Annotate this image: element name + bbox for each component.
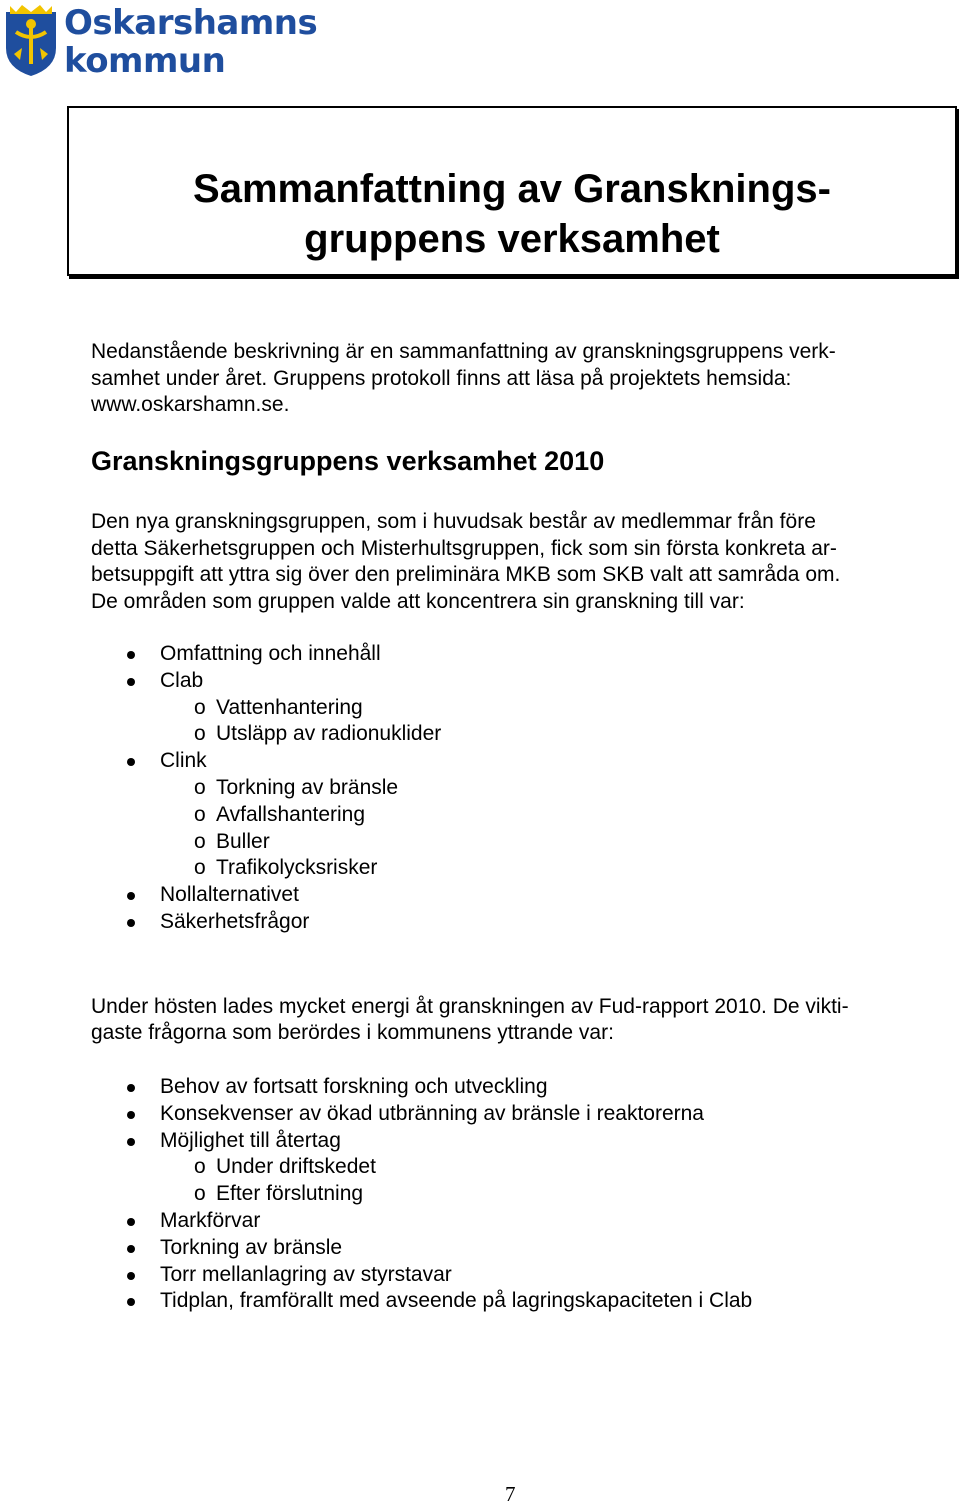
list-item-text: Under driftskedet (216, 1155, 376, 1179)
bullet-icon (127, 651, 135, 659)
municipality-logo (2, 2, 318, 82)
para2-line-1: Under hösten lades mycket energi åt granskningen av Fud-rapport 2010. De vikti- (91, 995, 849, 1018)
page-title (69, 164, 955, 264)
list-item (0, 1101, 752, 1128)
list-item (0, 1154, 752, 1181)
list-item-text: Trafikolycksrisker (216, 856, 378, 880)
sub-bullet-marker: o (194, 856, 206, 880)
list-item-text: Konsekvenser av ökad utbränning av bränsle i reaktorerna (160, 1101, 704, 1125)
sub-bullet-marker: o (194, 695, 206, 719)
list-item-text: Utsläpp av radionuklider (216, 722, 442, 746)
list-item-text: Avfallshantering (216, 802, 366, 826)
logo-line-2: kommun (64, 41, 226, 81)
coat-of-arms-icon (2, 2, 60, 78)
list-item (0, 909, 441, 936)
list-item-text: Markförvar (160, 1208, 261, 1232)
list-item (0, 1208, 752, 1235)
sub-bullet-marker: o (194, 1182, 206, 1206)
list-item (0, 882, 441, 909)
list-item (0, 1235, 752, 1262)
list-item (0, 802, 441, 829)
intro-line-2: samhet under året. Gruppens protokoll finns att läsa på projektets hemsida: (91, 367, 792, 390)
focus-areas-list (0, 641, 441, 936)
key-issues-list (0, 1074, 752, 1315)
para1-line-2: detta Säkerhetsgruppen och Misterhultsgruppen, fick som sin första konkreta ar- (91, 537, 837, 560)
bullet-icon (127, 1298, 135, 1306)
list-item (0, 829, 441, 856)
list-item (0, 775, 441, 802)
list-item-text: Clab (160, 668, 204, 692)
para2-line-2: gaste frågorna som berördes i kommunens yttrande var: (91, 1021, 614, 1044)
list-item-text: Möjlighet till återtag (160, 1128, 341, 1152)
list-item (0, 1128, 752, 1155)
page-number: 7 (505, 1482, 516, 1506)
list-item (0, 1288, 752, 1315)
list-item-text: Tidplan, framförallt med avseende på lagringskapaciteten i Clab (160, 1289, 753, 1313)
bullet-icon (127, 919, 135, 927)
sub-bullet-marker: o (194, 1155, 206, 1179)
bullet-icon (127, 1272, 135, 1280)
list-item (0, 1074, 752, 1101)
bullet-icon (127, 1138, 135, 1146)
list-item (0, 1181, 752, 1208)
intro-line-3: www.oskarshamn.se. (91, 393, 290, 416)
list-item (0, 748, 441, 775)
list-item (0, 721, 441, 748)
sub-bullet-marker: o (194, 775, 206, 799)
list-item-text: Buller (216, 829, 270, 853)
bullet-icon (127, 1218, 135, 1226)
intro-line-1: Nedanstående beskrivning är en sammanfattning av granskningsgruppens verk- (91, 340, 836, 363)
bullet-icon (127, 1245, 135, 1253)
sub-bullet-marker: o (194, 802, 206, 826)
list-item-text: Efter förslutning (216, 1182, 364, 1206)
list-item (0, 855, 441, 882)
title-line-2: gruppens verksamhet (304, 217, 720, 261)
sub-bullet-marker: o (194, 829, 206, 853)
bullet-icon (127, 758, 135, 766)
sub-bullet-marker: o (194, 722, 206, 746)
para1-line-3: betsuppgift att yttra sig över den preliminära MKB som SKB valt att samråda om. (91, 563, 841, 586)
bullet-icon (127, 1084, 135, 1092)
bullet-icon (127, 678, 135, 686)
para1-line-4: De områden som gruppen valde att koncentrera sin granskning till var: (91, 590, 745, 613)
list-item (0, 695, 441, 722)
list-item-text: Säkerhetsfrågor (160, 909, 310, 933)
list-item-text: Clink (160, 749, 207, 773)
list-item (0, 668, 441, 695)
bullet-icon (127, 892, 135, 900)
logo-line-1: Oskarshamns (64, 3, 318, 43)
title-box (67, 106, 957, 276)
list-item-text: Torkning av bränsle (160, 1235, 343, 1259)
title-line-1: Sammanfattning av Gransknings- (193, 167, 831, 211)
list-item-text: Vattenhantering (216, 695, 363, 719)
bullet-icon (127, 1111, 135, 1119)
para1-line-1: Den nya granskningsgruppen, som i huvudsak består av medlemmar från före (91, 510, 816, 533)
list-item-text: Nollalternativet (160, 883, 299, 907)
list-item (0, 641, 441, 668)
list-item-text: Omfattning och innehåll (160, 642, 381, 665)
list-item-text: Behov av fortsatt forskning och utveckling (160, 1075, 548, 1098)
section-heading: Granskningsgruppens verksamhet 2010 (91, 446, 605, 476)
list-item-text: Torkning av bränsle (216, 775, 399, 799)
list-item-text: Torr mellanlagring av styrstavar (160, 1262, 452, 1286)
logo-wordmark (64, 4, 317, 80)
list-item (0, 1262, 752, 1289)
